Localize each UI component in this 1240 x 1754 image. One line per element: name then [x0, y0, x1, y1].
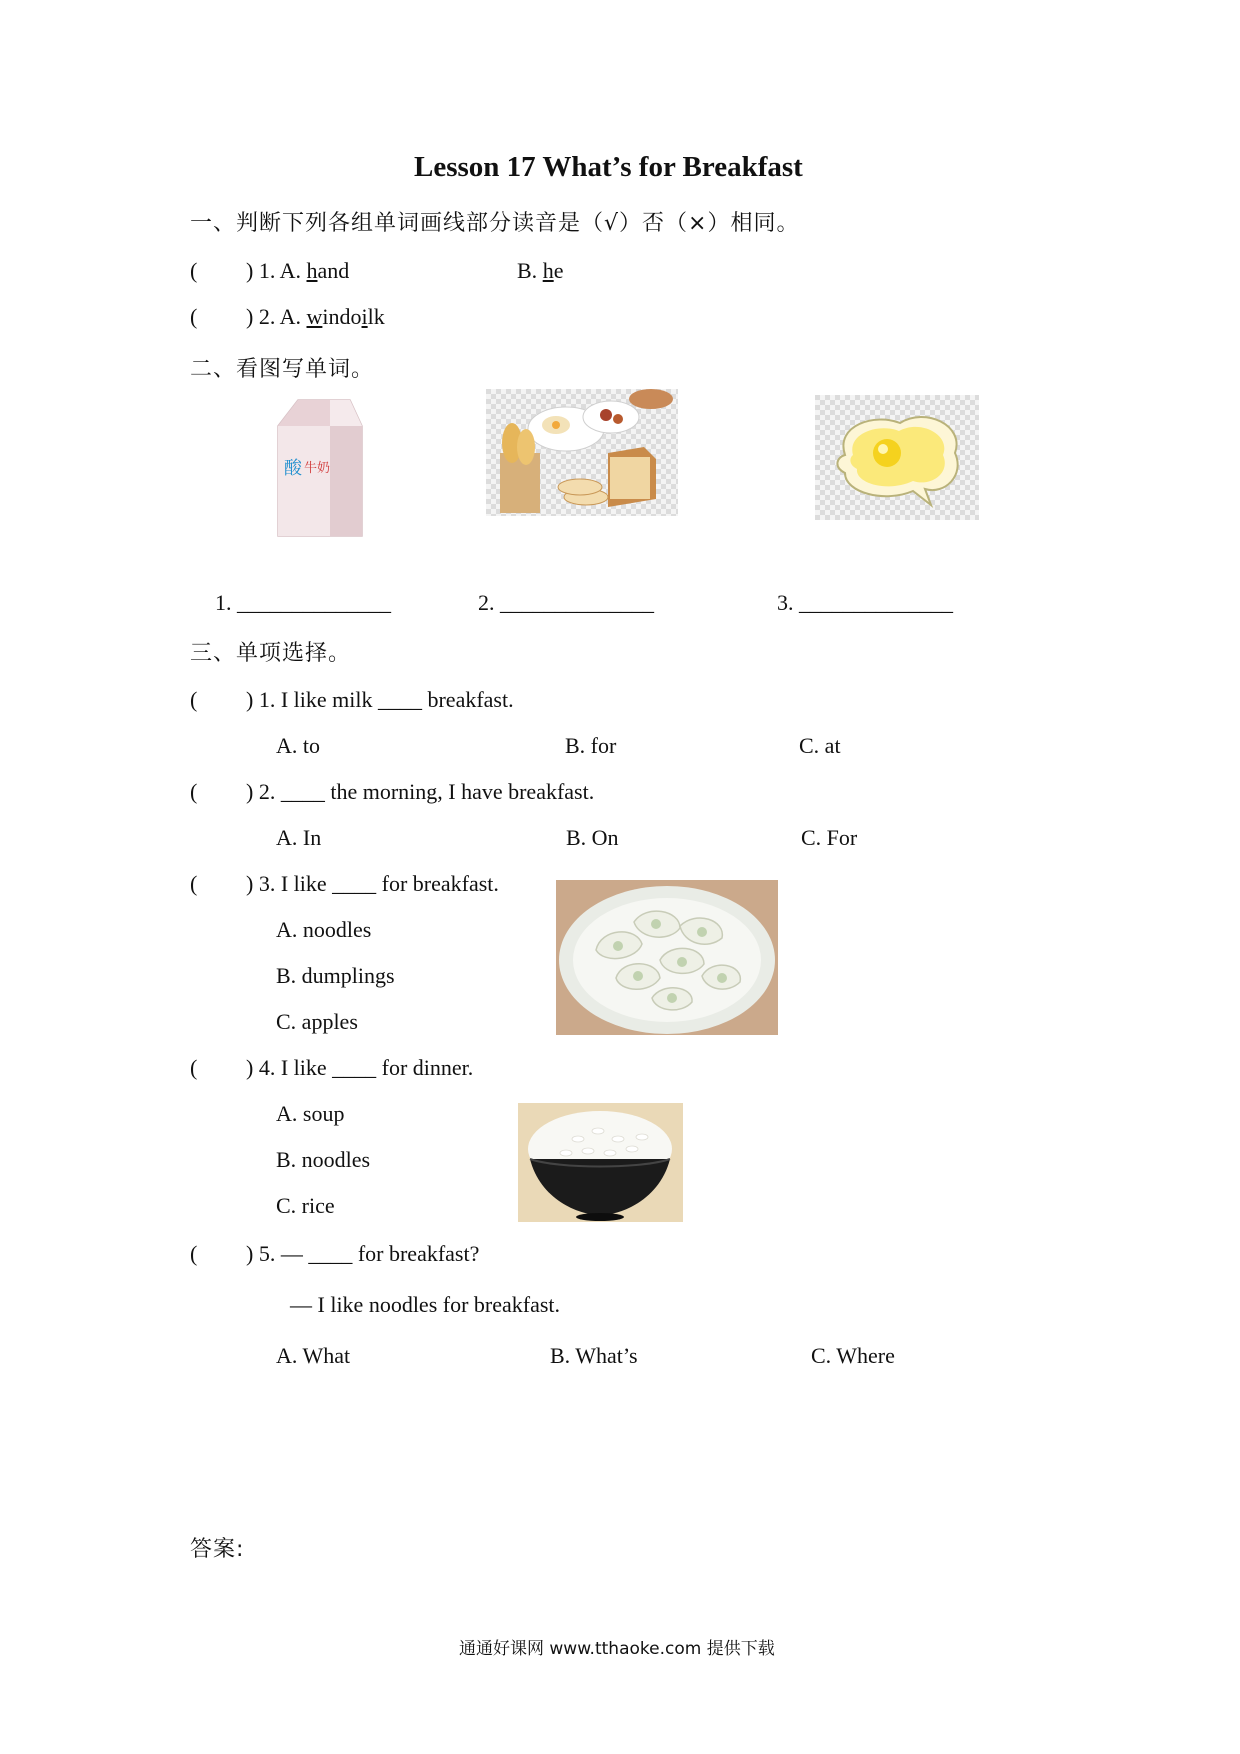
- q4-stem: ) 4. I like ____ for dinner.: [246, 1055, 474, 1080]
- q3-option-a[interactable]: A. noodles: [276, 917, 372, 942]
- s1-q2-rest: lk: [367, 304, 385, 329]
- blank-2[interactable]: 2. ______________: [478, 590, 654, 615]
- answer-label: 答案:: [190, 1537, 245, 1562]
- q1-option-b[interactable]: B. for: [565, 733, 617, 758]
- q3-option-c[interactable]: C. apples: [276, 1009, 358, 1034]
- dumplings-image: [556, 880, 778, 1035]
- s1-q1: [246, 258, 349, 284]
- q2-option-a[interactable]: A. In: [276, 825, 322, 850]
- q5-option-c[interactable]: C. Where: [811, 1343, 895, 1368]
- s1-q1-a-rest: and: [317, 258, 350, 283]
- page-title: Lesson 17 What’s for Breakfast: [414, 151, 803, 183]
- s1-q1-num: ) 1. A.: [246, 258, 307, 283]
- q2-option-c[interactable]: C. For: [801, 825, 858, 850]
- q4-option-a[interactable]: A. soup: [276, 1101, 345, 1126]
- q4-paren: (: [190, 1055, 198, 1080]
- q1-option-c[interactable]: C. at: [799, 733, 841, 758]
- section2-heading: 二、看图写单词。: [190, 357, 375, 382]
- s1-q2-u2: i: [361, 304, 368, 329]
- q2-stem: ) 2. ____ the morning, I have breakfast.: [246, 779, 595, 804]
- q5-answer-line: — I like noodles for breakfast.: [290, 1292, 561, 1317]
- carton-text-2: 牛奶: [304, 461, 331, 476]
- q3-paren: (: [190, 871, 198, 896]
- footer-source: 通通好课网 www.tthaoke.com 提供下载: [459, 1639, 775, 1659]
- q1-option-a[interactable]: A. to: [276, 733, 320, 758]
- blank-1[interactable]: 1. ______________: [215, 590, 391, 615]
- q5-option-a[interactable]: A. What: [276, 1343, 351, 1368]
- q4-option-b[interactable]: B. noodles: [276, 1147, 371, 1172]
- q5-option-b[interactable]: B. What’s: [550, 1343, 638, 1368]
- q1-stem: ) 1. I like milk ____ breakfast.: [246, 687, 514, 712]
- q5-stem: ) 5. — ____ for breakfast?: [246, 1241, 480, 1266]
- q3-option-b[interactable]: B. dumplings: [276, 963, 395, 988]
- s1-q1-b: [517, 258, 563, 284]
- s1-q1-b-rest: e: [553, 258, 564, 283]
- milk-carton-image: [270, 396, 370, 544]
- s1-q2-num: ) 2. A.: [246, 304, 307, 329]
- s1-q1-b-underlined: h: [542, 258, 554, 283]
- s1-q2: [246, 304, 385, 330]
- q2-paren: (: [190, 779, 198, 804]
- section3-heading: 三、单项选择。: [190, 641, 352, 666]
- s1-q1-b-label: B.: [517, 258, 543, 283]
- fried-egg-image: [815, 395, 979, 520]
- blank-3[interactable]: 3. ______________: [777, 590, 953, 615]
- q3-stem: ) 3. I like ____ for breakfast.: [246, 871, 499, 896]
- breakfast-foods-image: [486, 389, 678, 516]
- q5-paren: (: [190, 1241, 198, 1266]
- q4-option-c[interactable]: C. rice: [276, 1193, 335, 1218]
- s1-q1-a-underlined: h: [306, 258, 318, 283]
- carton-text-1: 酸: [284, 458, 302, 479]
- q2-option-b[interactable]: B. On: [566, 825, 619, 850]
- s1-q2-u1: w: [306, 304, 323, 329]
- s1-q2-paren: (: [190, 304, 198, 329]
- s1-q2-mid: indo: [322, 304, 362, 329]
- q1-paren: (: [190, 687, 198, 712]
- s1-q1-paren: (: [190, 258, 198, 283]
- section1-heading: 一、判断下列各组单词画线部分读音是（√）否（×）相同。: [190, 211, 800, 236]
- rice-bowl-image: [518, 1103, 683, 1222]
